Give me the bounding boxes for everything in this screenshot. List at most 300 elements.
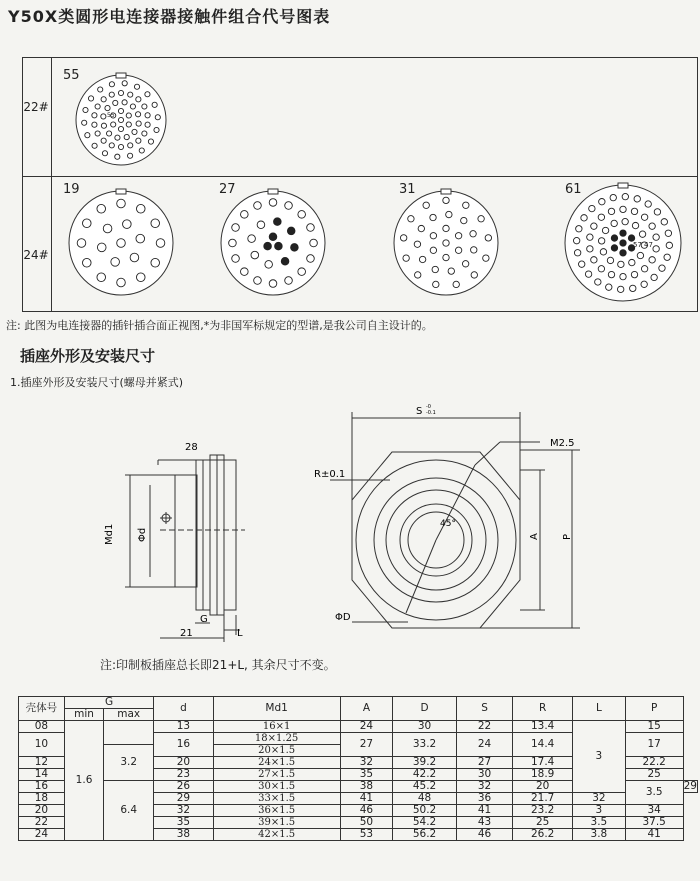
- contact-pin: [287, 227, 295, 235]
- contact-pin: [128, 143, 133, 148]
- contact-pin: [274, 218, 282, 226]
- cell-D: 56.2: [393, 829, 457, 841]
- contact-pin: [264, 242, 272, 250]
- cell-r: 25: [513, 817, 573, 829]
- cell-a: 41: [340, 793, 393, 805]
- cell-d: 20: [154, 757, 213, 769]
- contact-pin: [629, 259, 635, 265]
- contact-pin: [443, 197, 449, 203]
- contact-pin: [620, 240, 626, 246]
- contact-pin: [82, 120, 87, 125]
- contact-pin: [269, 280, 277, 288]
- th-r: R: [513, 697, 573, 721]
- cell-d: 23: [154, 769, 213, 781]
- contact-pin: [430, 233, 436, 239]
- contact-pin: [124, 134, 129, 139]
- arrangement-31: [394, 189, 498, 295]
- table-row: [19, 721, 698, 733]
- contact-pin: [403, 255, 409, 261]
- contact-pin: [634, 196, 640, 202]
- cell-md1: 33×1.5: [213, 793, 340, 805]
- inner-label-47: 47: [644, 241, 653, 249]
- cell-a: 27: [340, 733, 393, 757]
- contact-pin: [126, 122, 131, 127]
- th-shell: 壳体号: [19, 697, 65, 721]
- contact-pin: [591, 223, 597, 229]
- cell-p: 34: [625, 805, 683, 817]
- contact-pin: [95, 131, 100, 136]
- contact-pin: [151, 219, 160, 228]
- contact-pin: [126, 113, 131, 118]
- contact-pin: [631, 208, 637, 214]
- th-D: D: [393, 697, 457, 721]
- contact-pin: [453, 281, 459, 287]
- contact-pin: [82, 219, 91, 228]
- cell-shell: 12: [19, 757, 65, 769]
- contact-pin: [463, 202, 469, 208]
- contact-pin: [115, 135, 120, 140]
- contact-pin: [118, 108, 123, 113]
- arrangement-19: [69, 189, 173, 295]
- contact-pin: [130, 253, 139, 262]
- contact-pin: [132, 129, 137, 134]
- cell-l: 3: [573, 805, 626, 817]
- arrangement-61: [565, 183, 681, 301]
- contact-pin: [136, 273, 145, 282]
- contact-pin: [269, 199, 277, 207]
- cell-s: 22: [456, 721, 512, 733]
- contact-pin: [620, 230, 626, 236]
- cell-r: 21.7: [513, 793, 573, 805]
- contact-pin: [573, 237, 579, 243]
- dim-m25: M2.5: [550, 438, 575, 449]
- contact-pin: [269, 233, 277, 241]
- cell-shell: 16: [19, 781, 65, 793]
- inner-label-57: 57: [633, 241, 642, 249]
- cell-g-max-a: 3.2: [104, 745, 154, 781]
- th-d: d: [154, 697, 213, 721]
- contact-pin: [617, 286, 623, 292]
- dim-phid: Φd: [137, 527, 148, 542]
- contact-pin: [653, 246, 659, 252]
- dim-phiD: ΦD: [335, 612, 351, 623]
- cell-a: 46: [340, 805, 393, 817]
- contact-pin: [117, 199, 126, 208]
- contact-pin: [622, 218, 628, 224]
- contact-pin: [156, 239, 165, 248]
- th-g-min: min: [64, 709, 103, 721]
- contact-pin: [433, 281, 439, 287]
- contact-pin: [408, 216, 414, 222]
- contact-pin: [462, 261, 468, 267]
- contact-pin: [92, 143, 97, 148]
- contact-pin: [653, 234, 659, 240]
- contact-pin: [134, 84, 139, 89]
- contact-pin: [649, 257, 655, 263]
- contact-pin: [97, 243, 106, 252]
- contact-pin: [281, 257, 289, 265]
- contact-chart: [22, 57, 698, 312]
- dim-a: A: [529, 533, 540, 540]
- cell-a: 50: [340, 817, 393, 829]
- th-s: S: [456, 697, 512, 721]
- contact-pin: [645, 201, 651, 207]
- contact-pin: [419, 256, 425, 262]
- contact-pin: [106, 131, 111, 136]
- contact-pin: [103, 224, 112, 233]
- cell-md1: 42×1.5: [213, 829, 340, 841]
- contact-pin: [98, 87, 103, 92]
- contact-pin: [471, 272, 477, 278]
- dim-s-tol2: -0.1: [426, 410, 436, 416]
- cell-d: 38: [154, 829, 213, 841]
- contact-pin: [122, 100, 127, 105]
- code-19: 19: [63, 182, 80, 197]
- contact-pin: [118, 90, 123, 95]
- contact-pin: [145, 92, 150, 97]
- contact-pin: [95, 104, 100, 109]
- contact-pin: [117, 278, 126, 287]
- cell-g-max-b: 6.4: [104, 781, 154, 841]
- contact-pin: [117, 239, 126, 248]
- contact-pin: [591, 257, 597, 263]
- cell-s: 27: [456, 757, 512, 769]
- contact-pin: [155, 115, 160, 120]
- cell-s: 24: [456, 733, 512, 757]
- cell-a: 53: [340, 829, 393, 841]
- contact-pin: [581, 215, 587, 221]
- subsection-title: 1.插座外形及安装尺寸(螺母并紧式): [10, 376, 184, 389]
- th-g: G: [64, 697, 153, 709]
- contact-pin: [77, 239, 86, 248]
- contact-pin: [82, 258, 91, 267]
- contact-pin: [229, 239, 237, 247]
- contact-pin: [88, 96, 93, 101]
- contact-pin: [136, 234, 145, 243]
- contact-pin: [595, 279, 601, 285]
- contact-pin: [576, 226, 582, 232]
- contact-pin: [307, 224, 315, 232]
- contact-pin: [631, 271, 637, 277]
- note-contact-view: 注: 此图为电连接器的插针插合面正视图,*为非国军标规定的型谱,是我公司自主设计的。: [6, 319, 433, 332]
- cell-shell: 18: [19, 793, 65, 805]
- cell-a: 38: [340, 781, 393, 793]
- contact-pin: [154, 127, 159, 132]
- contact-pin: [661, 219, 667, 225]
- contact-pin: [109, 92, 114, 97]
- contact-pin: [241, 268, 249, 276]
- center-label-55: 55: [107, 112, 115, 119]
- contact-pin: [232, 224, 240, 232]
- contact-pin: [109, 143, 114, 148]
- contact-pin: [142, 104, 147, 109]
- contact-pin: [136, 138, 141, 143]
- contact-pin: [285, 202, 293, 210]
- cell-s: 46: [456, 829, 512, 841]
- code-55: 55: [63, 68, 80, 83]
- cell-p: 22.2: [625, 757, 683, 769]
- contact-pin: [135, 112, 140, 117]
- contact-pin: [630, 285, 636, 291]
- contact-pin: [585, 271, 591, 277]
- cell-shell: 10: [19, 733, 65, 757]
- contact-pin: [470, 231, 476, 237]
- contact-pin: [111, 258, 120, 267]
- contact-pin: [275, 242, 283, 250]
- mounting-drawing: [0, 390, 700, 650]
- contact-pin: [611, 245, 617, 251]
- cell-r: 26.2: [513, 829, 573, 841]
- dim-g: G: [200, 614, 208, 625]
- arrangement-55: [76, 73, 166, 165]
- cell-l: 3.8: [573, 829, 626, 841]
- dim-s: S: [416, 406, 423, 417]
- cell-md1: 39×1.5: [213, 817, 340, 829]
- dim-s-tol: -0: [426, 404, 431, 410]
- contact-pin: [446, 211, 452, 217]
- cell-md1: 36×1.5: [213, 805, 340, 817]
- contact-pin: [251, 251, 259, 259]
- cell-l: 3: [573, 721, 626, 793]
- contact-pin: [611, 220, 617, 226]
- contact-pin: [92, 122, 97, 127]
- contact-pin: [589, 205, 595, 211]
- contact-pin: [618, 261, 624, 267]
- page-title: Y50X类圆形电连接器接触件组合代号图表: [8, 7, 331, 26]
- side-view-panel: [224, 460, 236, 610]
- contact-pin: [241, 211, 249, 219]
- cell-a: 32: [340, 757, 393, 769]
- cell-md1: 18×1.25: [213, 733, 340, 745]
- contact-pin: [641, 281, 647, 287]
- contact-pin: [651, 274, 657, 280]
- contact-pin: [608, 208, 614, 214]
- cell-D: 39.2: [393, 757, 457, 769]
- contact-pin: [310, 239, 318, 247]
- cell-shell: 08: [19, 721, 65, 733]
- contact-pin: [620, 206, 626, 212]
- cell-D: 50.2: [393, 805, 457, 817]
- contact-pin: [111, 122, 116, 127]
- contact-pin: [85, 133, 90, 138]
- cell-s: 36: [456, 793, 512, 805]
- cell-md1: 16×1: [213, 721, 340, 733]
- contact-pin: [127, 153, 132, 158]
- cell-D: 30: [393, 721, 457, 733]
- dim-angle: 45°: [440, 519, 456, 529]
- contact-pin: [136, 97, 141, 102]
- cell-p: 17: [625, 733, 683, 757]
- contact-pin: [432, 266, 438, 272]
- contact-pin: [109, 82, 114, 87]
- cell-g-max-empty: [104, 721, 154, 745]
- contact-pin: [641, 266, 647, 272]
- contact-arrangements: [23, 58, 699, 313]
- cell-D: 54.2: [393, 817, 457, 829]
- contact-pin: [608, 271, 614, 277]
- contact-pin: [665, 230, 671, 236]
- section-title: 插座外形及安装尺寸: [20, 347, 156, 365]
- cell-p: 32: [573, 793, 626, 805]
- contact-pin: [430, 247, 436, 253]
- dim-md1: Md1: [104, 523, 115, 545]
- cell-r: 23.2: [513, 805, 573, 817]
- contact-pin: [483, 255, 489, 261]
- cell-p: 25: [625, 769, 683, 781]
- dim-l: L: [237, 628, 243, 639]
- contact-pin: [113, 100, 118, 105]
- contact-pin: [148, 139, 153, 144]
- th-l: L: [573, 697, 626, 721]
- cell-r: 18.9: [513, 769, 573, 781]
- contact-pin: [455, 247, 461, 253]
- contact-pin: [136, 121, 141, 126]
- contact-pin: [122, 81, 127, 86]
- cell-l: 3.5: [625, 781, 683, 805]
- key-notch: [441, 189, 451, 194]
- contact-pin: [599, 199, 605, 205]
- contact-pin: [455, 233, 461, 239]
- contact-pin: [579, 261, 585, 267]
- contact-pin: [610, 194, 616, 200]
- cell-s: 41: [456, 805, 512, 817]
- contact-pin: [298, 268, 306, 276]
- contact-pin: [641, 214, 647, 220]
- cell-md1: 20×1.5: [213, 745, 340, 757]
- cell-r: 20: [513, 781, 573, 793]
- contact-pin: [620, 273, 626, 279]
- cell-r: 17.4: [513, 757, 573, 769]
- contact-pin: [418, 225, 424, 231]
- cell-D: 33.2: [393, 733, 457, 757]
- cell-s: 32: [456, 781, 512, 793]
- cell-shell: 20: [19, 805, 65, 817]
- cell-d: 29: [154, 793, 213, 805]
- cell-md1: 24×1.5: [213, 757, 340, 769]
- contact-pin: [101, 114, 106, 119]
- contact-pin: [307, 255, 315, 263]
- contact-pin: [101, 97, 106, 102]
- key-notch: [116, 73, 126, 78]
- key-notch: [268, 189, 278, 194]
- dim-p: P: [562, 533, 573, 540]
- contact-pin: [145, 122, 150, 127]
- contact-pin: [485, 235, 491, 241]
- contact-pin: [152, 102, 157, 107]
- contact-pin: [118, 117, 123, 122]
- contact-pin: [232, 255, 240, 263]
- contact-pin: [598, 266, 604, 272]
- cell-g-min: 1.6: [64, 721, 103, 841]
- th-md1: Md1: [213, 697, 340, 721]
- cell-a: 35: [340, 769, 393, 781]
- contact-pin: [632, 222, 638, 228]
- cell-p: 37.5: [625, 817, 683, 829]
- cell-d: 13: [154, 721, 213, 733]
- contact-pin: [602, 227, 608, 233]
- contact-pin: [118, 144, 123, 149]
- contact-pin: [145, 113, 150, 118]
- contact-pin: [254, 202, 262, 210]
- row-label-24: 24#: [23, 248, 49, 262]
- cell-D: 45.2: [393, 781, 457, 793]
- contact-pin: [102, 151, 107, 156]
- cell-s: 43: [456, 817, 512, 829]
- arrangement-27: [221, 189, 325, 295]
- contact-pin: [622, 193, 628, 199]
- cell-r: 14.4: [513, 733, 573, 757]
- th-g-max: max: [104, 709, 154, 721]
- cell-s: 30: [456, 769, 512, 781]
- contact-pin: [666, 242, 672, 248]
- contact-pin: [123, 220, 132, 229]
- contact-pin: [105, 105, 110, 110]
- key-notch: [618, 183, 628, 188]
- contact-pin: [598, 238, 604, 244]
- contact-pin: [415, 272, 421, 278]
- cell-l: 3.5: [573, 817, 626, 829]
- code-31: 31: [399, 182, 416, 197]
- contact-pin: [639, 231, 645, 237]
- cell-d: 32: [154, 805, 213, 817]
- contact-pin: [248, 235, 256, 243]
- cell-p: 29: [683, 780, 697, 792]
- cell-shell: 14: [19, 769, 65, 781]
- cell-md1: 27×1.5: [213, 769, 340, 781]
- cell-d: 35: [154, 817, 213, 829]
- cell-D: 48: [393, 793, 457, 805]
- key-notch: [116, 189, 126, 194]
- cell-D: 42.2: [393, 769, 457, 781]
- contact-pin: [291, 244, 299, 252]
- dim-28: 28: [185, 442, 198, 453]
- contact-pin: [620, 250, 626, 256]
- dim-r: R±0.1: [314, 469, 346, 480]
- contact-pin: [142, 131, 147, 136]
- side-view-body: [175, 475, 197, 587]
- code-27: 27: [219, 182, 236, 197]
- contact-pin: [587, 234, 593, 240]
- code-61: 61: [565, 182, 582, 197]
- contact-pin: [461, 217, 467, 223]
- contact-pin: [97, 273, 106, 282]
- cell-md1: 30×1.5: [213, 781, 340, 793]
- row-label-22: 22#: [23, 100, 49, 114]
- contact-pin: [101, 138, 106, 143]
- contact-pin: [606, 284, 612, 290]
- contact-pin: [151, 258, 160, 267]
- th-p: P: [625, 697, 683, 721]
- contact-pin: [101, 123, 106, 128]
- contact-pin: [587, 246, 593, 252]
- contact-pin: [430, 214, 436, 220]
- cell-d: 16: [154, 733, 213, 757]
- cell-a: 24: [340, 721, 393, 733]
- cell-p: 15: [625, 721, 683, 733]
- note-pcb-length: 注:印制板插座总长即21+L, 其余尺寸不变。: [100, 658, 336, 672]
- contact-pin: [423, 202, 429, 208]
- contact-pin: [257, 221, 265, 229]
- contact-pin: [574, 250, 580, 256]
- contact-pin: [128, 92, 133, 97]
- contact-pin: [637, 252, 643, 258]
- contact-pin: [414, 241, 420, 247]
- contact-pin: [443, 240, 449, 246]
- cell-p: 41: [625, 829, 683, 841]
- contact-pin: [443, 225, 449, 231]
- contact-pin: [298, 211, 306, 219]
- contact-pin: [92, 113, 97, 118]
